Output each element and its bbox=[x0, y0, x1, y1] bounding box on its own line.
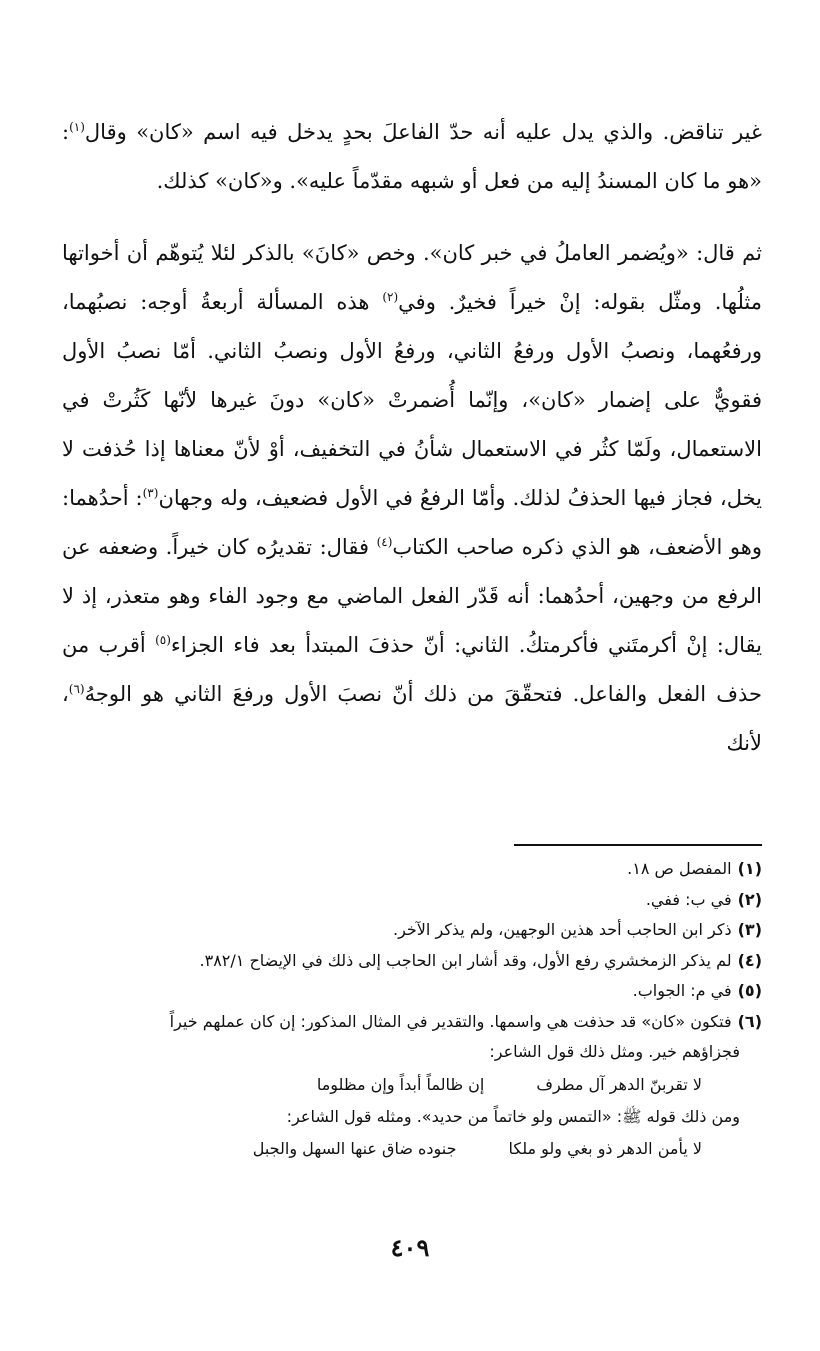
footnote-6 bbox=[58, 1007, 762, 1038]
footnote-number: (٦) bbox=[737, 1011, 762, 1031]
footnote-3 bbox=[58, 915, 762, 946]
text-run: فقال: تقديرُه كان خيراً. وضعفه عن الرفع من وجهين، أحدُهما: أنه قَدّر الفعل الماضي مع وجود الفاء وهو متعذر، إذ لا يقال: إنْ أكرمتَني فأكرمتكُ. الثاني: أنّ حذفَ المبتدأ بعد فاء الجزاء bbox=[62, 535, 762, 657]
page-number: ٤٠٩ bbox=[390, 1233, 430, 1262]
footnote-text: فتكون «كان» قد حذفت هي واسمها. والتقدير في المثال المذكور: إن كان عملهم خيراً bbox=[169, 1011, 732, 1031]
footnote-ref: (٦) bbox=[68, 682, 85, 696]
footnote-6-continuation: ومن ذلك قوله ﷺ: «التمس ولو خاتماً من حديد». ومثله قول الشاعر: bbox=[286, 1106, 740, 1126]
paragraph-1 bbox=[62, 108, 762, 206]
verse-1 bbox=[58, 1068, 762, 1102]
footnote-number: (٤) bbox=[737, 950, 762, 970]
footnote-5 bbox=[58, 976, 762, 1007]
footnote-ref: (٣) bbox=[142, 486, 159, 500]
text-run: أقرب من حذف الفعل والفاعل. فتحقّقَ من ذلك أنّ نصبَ الأول ورفعَ الثاني هو الوجهُ bbox=[62, 633, 762, 706]
footnote-text: في ب: ففي. bbox=[645, 889, 732, 909]
footnote-1 bbox=[58, 854, 762, 885]
verse-second-hemistich: إن ظالماً أبداً وإن مظلوما bbox=[316, 1074, 485, 1094]
footnote-text: ذكر ابن الحاجب أحد هذين الوجهين، ولم يذكر الآخر. bbox=[393, 920, 732, 939]
paragraph-2 bbox=[62, 229, 762, 768]
footnote-ref: (٥) bbox=[155, 633, 171, 647]
footnote-ref: (١) bbox=[69, 120, 85, 134]
footnote-text: المفصل ص ١٨. bbox=[627, 859, 732, 878]
main-text bbox=[62, 108, 762, 768]
footnotes bbox=[58, 854, 762, 1166]
text-run: هذه المسألة أربعةُ أوجه: نصبُهما، ورفعُهما، ونصبُ الأول ورفعُ الثاني، ورفعُ الأول ونصبُ الثاني. أمّا نصبُ الأول فقويٌّ على إضمار «كان»، وإنّما أُضمرتْ «كان» دونَ غيرها لأنّها كَثُرتْ في الاستعمال، ولَمّا كثُر في الاستعمال شأنُ في التخفيف، أوْ لأنّ معناها إذا حُذفت لا يخل، فجاز فيها الحذفُ لذلك. وأمّا الرفعُ في الأول فضعيف، وله وجهان bbox=[62, 290, 762, 510]
text-run: غير تناقض. والذي يدل عليه أنه حدّ الفاعلَ بحدٍ يدخل فيه اسم «كان» وقال bbox=[84, 120, 762, 144]
footnote-number: (٥) bbox=[737, 981, 762, 1000]
verse-first-hemistich: لا يأمن الدهر ذو بغي ولو ملكا bbox=[508, 1139, 702, 1158]
footnote-number: (١) bbox=[737, 859, 762, 878]
footnote-text: في م: الجواب. bbox=[632, 981, 732, 1000]
footnote-6-continuation: فجزاؤهم خير. ومثل ذلك قول الشاعر: bbox=[489, 1042, 740, 1061]
footnote-2 bbox=[58, 885, 762, 916]
verse-2 bbox=[58, 1132, 762, 1166]
text-run: ثم قال: «ويُضمر العاملُ في خبر كان». وخص «كانَ» بالذكر لئلا يُتوهّم أن أخواتها مثلُها. ومثّل بقوله: إنْ خيراً فخيرٌ. وفي bbox=[62, 241, 762, 314]
text-run: : أحدُهما: وهو الأضعف، هو الذي ذكره صاحب الكتاب bbox=[62, 486, 762, 559]
verse-first-hemistich: لا تقربنّ الدهر آل مطرف bbox=[536, 1074, 702, 1094]
footnote-ref: (٢) bbox=[382, 290, 399, 304]
text-run: : «هو ما كان المسندُ إليه من فعل أو شبهه مقدّماً عليه». و«كان» كذلك. bbox=[62, 120, 762, 193]
text-run: ، لأنك bbox=[62, 682, 762, 755]
footnote-4 bbox=[58, 946, 762, 977]
footnote-text: لم يذكر الزمخشري رفع الأول، وقد أشار ابن الحاجب إلى ذلك في الإيضاح ٣٨٢/١. bbox=[199, 950, 732, 970]
footnote-number: (٣) bbox=[737, 920, 762, 939]
footnote-separator bbox=[514, 844, 762, 846]
footnote-number: (٢) bbox=[737, 889, 762, 909]
verse-second-hemistich: جنوده ضاق عنها السهل والجبل bbox=[252, 1139, 457, 1158]
footnote-ref: (٤) bbox=[376, 535, 393, 549]
